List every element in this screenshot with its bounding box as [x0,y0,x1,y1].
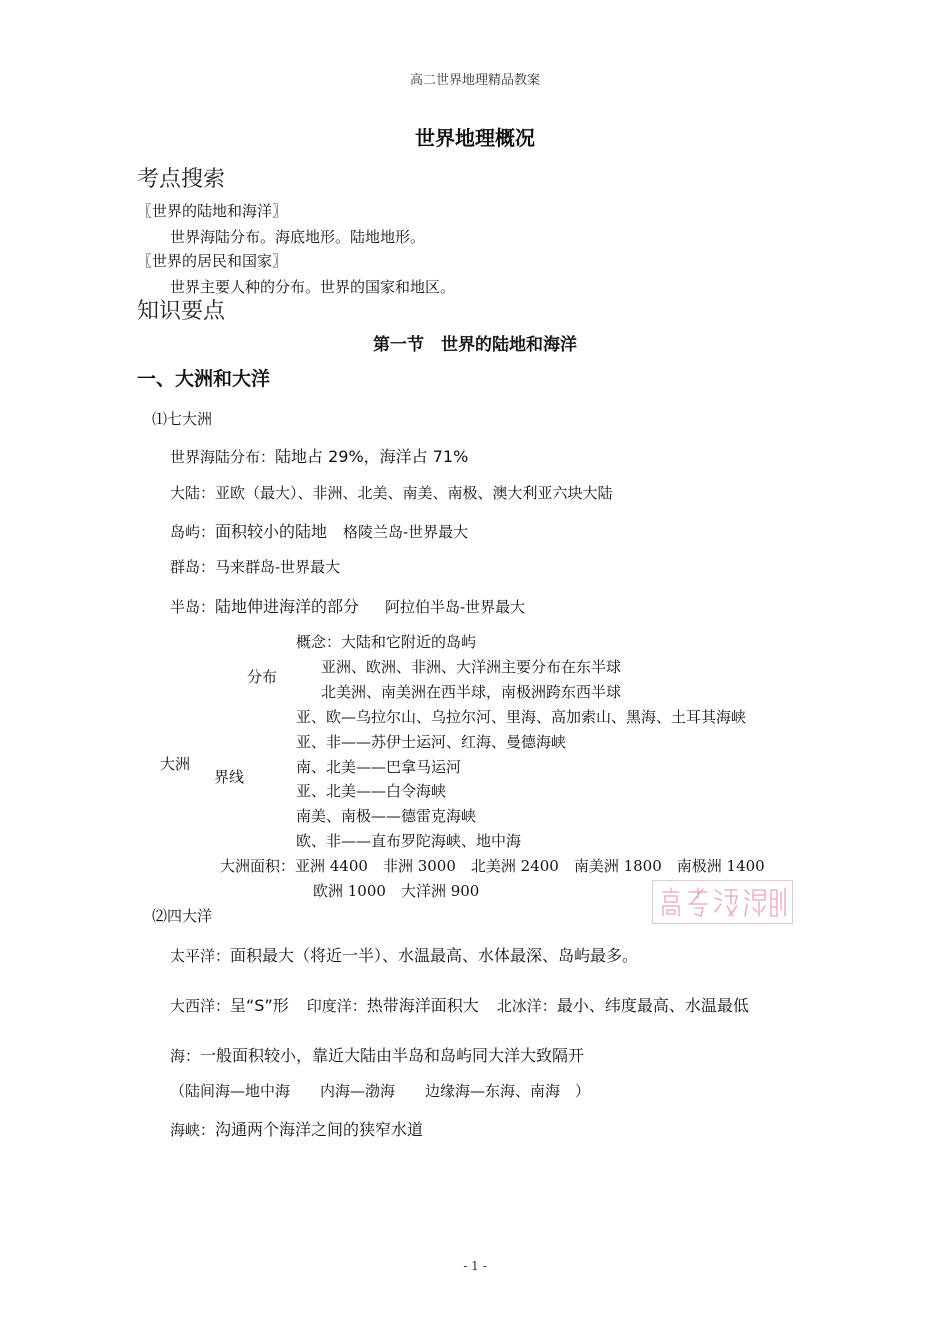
indian-label: 印度洋： [306,997,367,1015]
sea-value: 一般面积较小，靠近大陆由半岛和岛屿同大洋大致隔开 [200,1046,585,1065]
sea-label: 海： [170,1047,201,1065]
jiexian-line-2: 亚、非——苏伊士运河、红海、曼德海峡 [296,733,567,751]
jiexian-line-1: 亚、欧—乌拉尔山、乌拉尔河、里海、高加索山、黑海、土耳其海峡 [296,708,747,726]
sea-examples: （陆间海—地中海 内海—渤海 边缘海—东海、南海 ） [170,1082,591,1100]
bandao-line [170,594,525,617]
jiexian-line-4: 亚、北美——白令海峡 [296,782,447,800]
dazhou-label: 大洲 [160,755,191,773]
area-line-1: 大洲面积：亚洲 4400 非洲 3000 北美洲 2400 南美洲 1800 南极洲 1400 [220,857,765,875]
topic-land-ocean: 〖世界的陆地和海洋〗 [137,202,288,220]
daoyu-def: 面积较小的陆地 [215,522,328,541]
jiexian-line-6: 欧、非——直布罗陀海峡、地中海 [296,832,522,850]
dalu-line: 大陆：亚欧（最大）、非洲、北美、南美、南极、澳大利亚六块大陆 [170,484,613,502]
part1-heading: 一、大洲和大洋 [137,368,271,390]
seven-continents-heading: ⑴七大洲 [152,410,213,428]
four-oceans-heading: ⑵四大洋 [152,907,213,925]
bandao-label: 半岛： [170,598,216,616]
sea-line [170,1043,584,1066]
page-header: 高二世界地理精品教案 [409,73,540,88]
strait-label: 海峡： [170,1121,216,1139]
strait-value: 沟通两个海洋之间的狭窄水道 [215,1120,424,1139]
stamp-lettering [657,884,789,920]
indian-value: 热带海洋面积大 [366,996,479,1015]
kaodian-heading: 考点搜索 [137,167,226,192]
atlantic-label: 大西洋： [170,997,231,1015]
arctic-label: 北冰洋： [496,997,557,1015]
topic-land-ocean-desc: 世界海陆分布。海底地形。陆地地形。 [170,228,426,246]
bandao-example: 阿拉伯半岛-世界最大 [385,598,526,616]
daoyu-label: 岛屿： [170,523,216,541]
page-title: 世界地理概况 [415,126,535,150]
bandao-def: 陆地伸进海洋的部分 [215,597,360,616]
zhishi-heading: 知识要点 [137,299,226,324]
jiexian-label: 界线 [214,768,245,786]
pacific-label: 太平洋： [170,947,231,965]
haliu-label: 世界海陆分布： [170,448,276,466]
page-number: - 1 - [463,1259,487,1273]
qundao-line: 群岛：马来群岛-世界最大 [170,558,341,576]
daoyu-example: 格陵兰岛-世界最大 [343,523,469,541]
jiexian-line-5: 南美、南极——德雷克海峡 [296,807,477,825]
area-line-2: 欧洲 1000 大洋洲 900 [313,882,480,900]
arctic-value: 最小、纬度最高、水温最低 [556,996,749,1015]
topic-residents-countries-desc: 世界主要人种的分布。世界的国家和地区。 [170,278,456,296]
jiexian-line-3: 南、北美——巴拿马运河 [296,758,462,776]
haliu-value: 陆地占 29%，海洋占 71% [275,447,469,466]
pacific-value: 面积最大（将近一半）、水温最高、水体最深、岛屿最多。 [230,946,639,965]
topic-residents-countries: 〖世界的居民和国家〗 [137,252,288,270]
gainian-line: 概念：大陆和它附近的岛屿 [296,633,477,651]
fenbu-line-1: 亚洲、欧洲、非洲、大洋洲主要分布在东半球 [321,658,622,676]
atlantic-value: 呈“S”形 [230,996,289,1015]
strait-line [170,1117,423,1140]
daoyu-line [170,519,468,542]
fenbu-line-2: 北美洲、南美洲在西半球，南极洲跨东西半球 [321,683,622,701]
pacific-line [170,943,638,966]
oceans-line [170,993,749,1016]
land-sea-distribution [170,444,468,467]
watermark-stamp [652,880,793,924]
section-title: 第一节 世界的陆地和海洋 [373,335,577,355]
fenbu-label: 分布 [247,668,278,686]
